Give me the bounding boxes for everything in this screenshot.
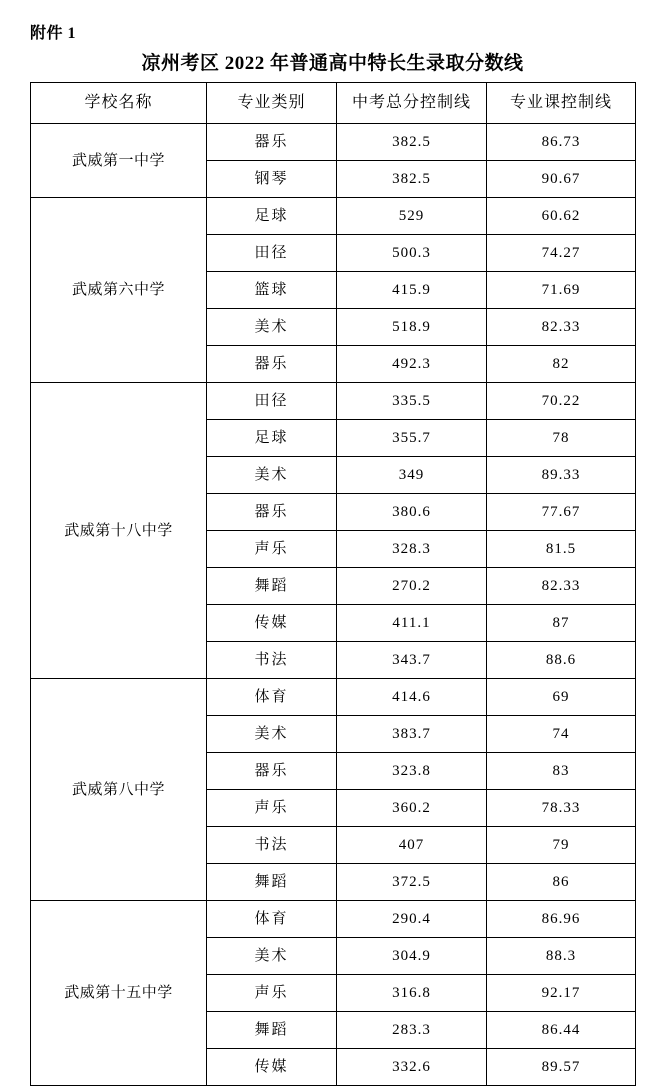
table-row	[31, 124, 636, 161]
attachment-label: 附件 1	[30, 25, 77, 42]
total-score-cell: 382.5	[337, 124, 487, 161]
table-row	[31, 198, 636, 235]
total-score-cell: 328.3	[337, 531, 487, 568]
total-score-cell: 332.6	[337, 1049, 487, 1086]
total-score-cell: 343.7	[337, 642, 487, 679]
major-category-cell: 田径	[207, 383, 337, 420]
total-score-cell: 518.9	[337, 309, 487, 346]
major-category-cell: 田径	[207, 235, 337, 272]
major-category-cell: 器乐	[207, 753, 337, 790]
professional-score-cell: 74.27	[487, 235, 636, 272]
column-header-major: 专业类别	[207, 83, 337, 124]
major-category-cell: 书法	[207, 642, 337, 679]
table-row	[31, 383, 636, 420]
column-header-professional-score: 专业课控制线	[487, 83, 636, 124]
professional-score-cell: 71.69	[487, 272, 636, 309]
professional-score-cell: 78.33	[487, 790, 636, 827]
major-category-cell: 声乐	[207, 975, 337, 1012]
total-score-cell: 290.4	[337, 901, 487, 938]
total-score-cell: 407	[337, 827, 487, 864]
column-header-total-score: 中考总分控制线	[337, 83, 487, 124]
major-category-cell: 美术	[207, 716, 337, 753]
major-category-cell: 传媒	[207, 605, 337, 642]
professional-score-cell: 77.67	[487, 494, 636, 531]
table-row	[31, 679, 636, 716]
professional-score-cell: 90.67	[487, 161, 636, 198]
major-category-cell: 舞蹈	[207, 1012, 337, 1049]
total-score-cell: 283.3	[337, 1012, 487, 1049]
total-score-cell: 355.7	[337, 420, 487, 457]
major-category-cell: 舞蹈	[207, 864, 337, 901]
professional-score-cell: 92.17	[487, 975, 636, 1012]
total-score-cell: 529	[337, 198, 487, 235]
major-category-cell: 篮球	[207, 272, 337, 309]
professional-score-cell: 88.6	[487, 642, 636, 679]
professional-score-cell: 86.73	[487, 124, 636, 161]
total-score-cell: 349	[337, 457, 487, 494]
major-category-cell: 足球	[207, 198, 337, 235]
major-category-cell: 传媒	[207, 1049, 337, 1086]
school-name-cell: 武威第八中学	[31, 679, 207, 901]
total-score-cell: 492.3	[337, 346, 487, 383]
professional-score-cell: 79	[487, 827, 636, 864]
major-category-cell: 美术	[207, 457, 337, 494]
total-score-cell: 360.2	[337, 790, 487, 827]
professional-score-cell: 89.57	[487, 1049, 636, 1086]
total-score-cell: 335.5	[337, 383, 487, 420]
table-header-row	[31, 83, 636, 124]
professional-score-cell: 81.5	[487, 531, 636, 568]
professional-score-cell: 82.33	[487, 309, 636, 346]
score-table	[30, 82, 636, 1086]
professional-score-cell: 86	[487, 864, 636, 901]
major-category-cell: 足球	[207, 420, 337, 457]
major-category-cell: 声乐	[207, 531, 337, 568]
major-category-cell: 钢琴	[207, 161, 337, 198]
total-score-cell: 372.5	[337, 864, 487, 901]
total-score-cell: 500.3	[337, 235, 487, 272]
professional-score-cell: 82	[487, 346, 636, 383]
professional-score-cell: 89.33	[487, 457, 636, 494]
major-category-cell: 舞蹈	[207, 568, 337, 605]
total-score-cell: 415.9	[337, 272, 487, 309]
professional-score-cell: 70.22	[487, 383, 636, 420]
total-score-cell: 411.1	[337, 605, 487, 642]
professional-score-cell: 86.96	[487, 901, 636, 938]
total-score-cell: 316.8	[337, 975, 487, 1012]
table-header	[31, 83, 636, 124]
professional-score-cell: 78	[487, 420, 636, 457]
column-header-school: 学校名称	[31, 83, 207, 124]
school-name-cell: 武威第一中学	[31, 124, 207, 198]
table-body	[31, 124, 636, 1086]
total-score-cell: 383.7	[337, 716, 487, 753]
total-score-cell: 414.6	[337, 679, 487, 716]
school-name-cell: 武威第十八中学	[31, 383, 207, 679]
professional-score-cell: 88.3	[487, 938, 636, 975]
total-score-cell: 304.9	[337, 938, 487, 975]
professional-score-cell: 87	[487, 605, 636, 642]
professional-score-cell: 69	[487, 679, 636, 716]
major-category-cell: 体育	[207, 679, 337, 716]
professional-score-cell: 60.62	[487, 198, 636, 235]
major-category-cell: 器乐	[207, 346, 337, 383]
professional-score-cell: 83	[487, 753, 636, 790]
major-category-cell: 器乐	[207, 494, 337, 531]
page-title: 凉州考区 2022 年普通高中特长生录取分数线	[141, 53, 524, 74]
major-category-cell: 体育	[207, 901, 337, 938]
major-category-cell: 器乐	[207, 124, 337, 161]
total-score-cell: 323.8	[337, 753, 487, 790]
table-row	[31, 901, 636, 938]
professional-score-cell: 86.44	[487, 1012, 636, 1049]
total-score-cell: 382.5	[337, 161, 487, 198]
total-score-cell: 270.2	[337, 568, 487, 605]
professional-score-cell: 82.33	[487, 568, 636, 605]
total-score-cell: 380.6	[337, 494, 487, 531]
major-category-cell: 书法	[207, 827, 337, 864]
professional-score-cell: 74	[487, 716, 636, 753]
school-name-cell: 武威第十五中学	[31, 901, 207, 1086]
major-category-cell: 美术	[207, 938, 337, 975]
major-category-cell: 声乐	[207, 790, 337, 827]
school-name-cell: 武威第六中学	[31, 198, 207, 383]
major-category-cell: 美术	[207, 309, 337, 346]
